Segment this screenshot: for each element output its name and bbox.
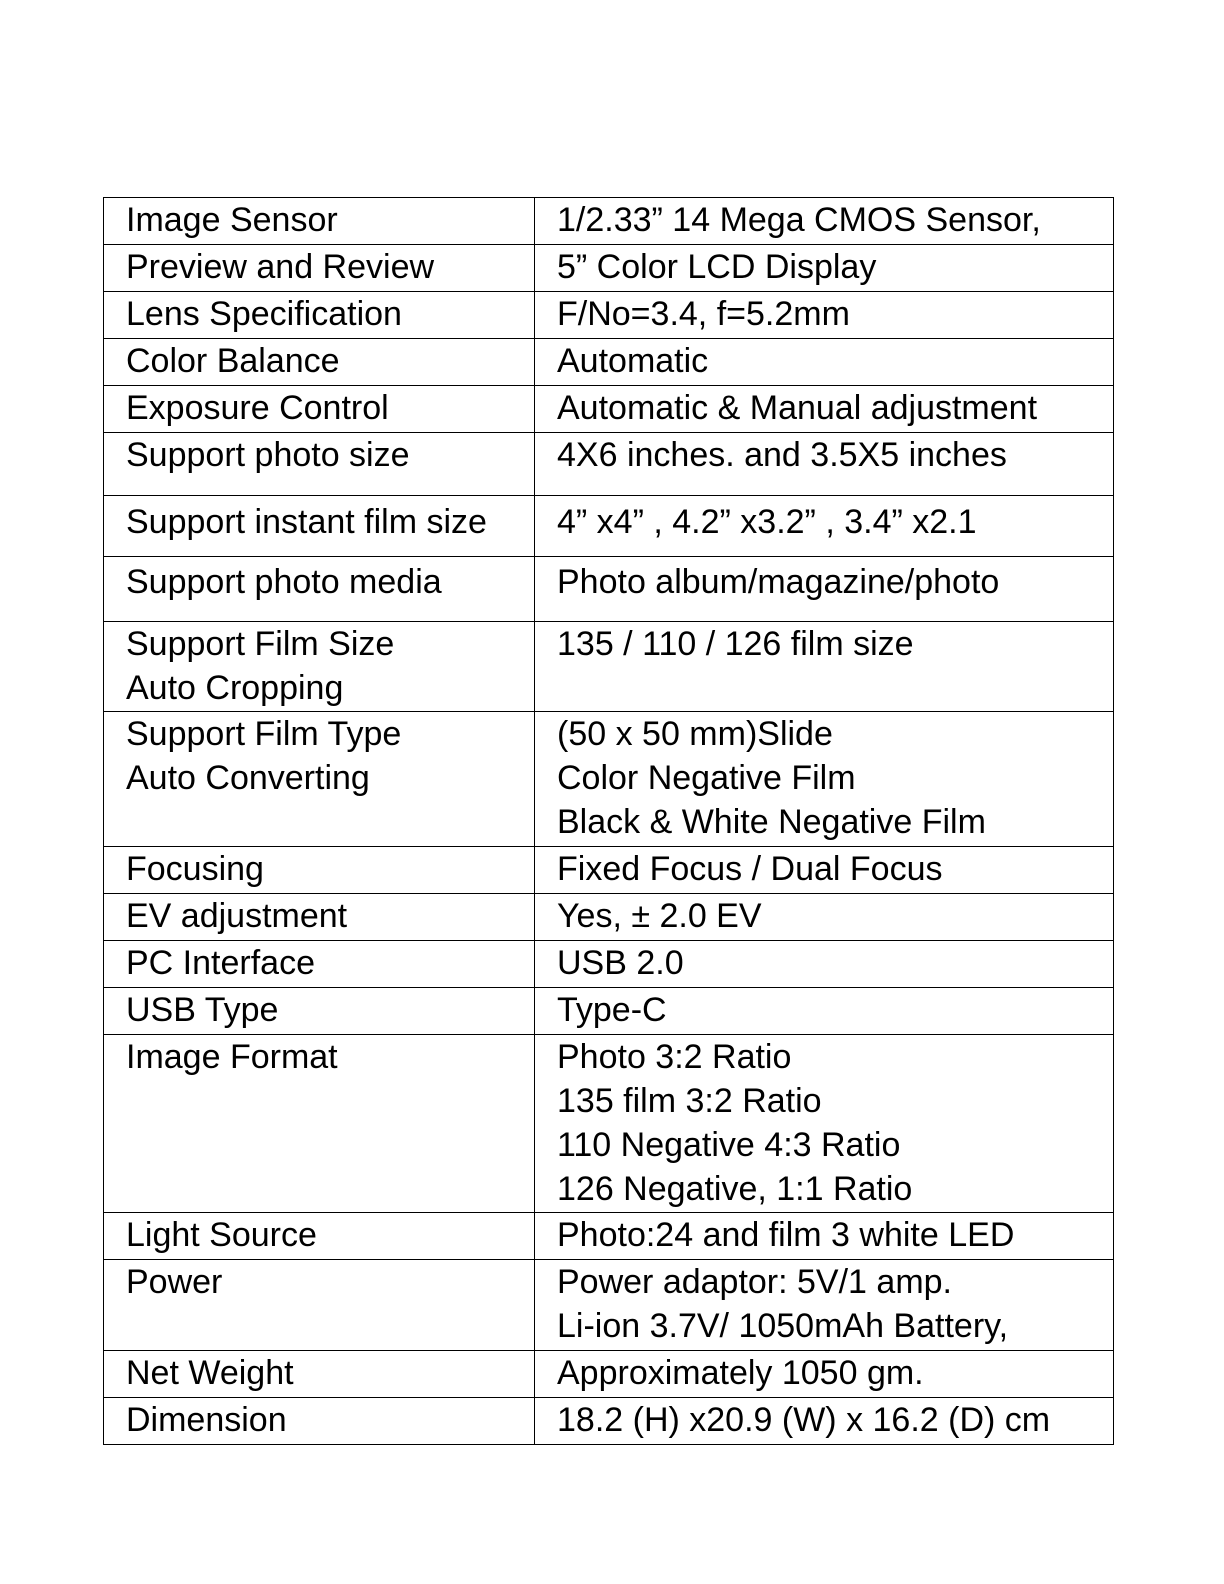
spec-value-cell xyxy=(535,198,1114,245)
spec-value-cell xyxy=(535,988,1114,1035)
spec-label-cell xyxy=(104,557,535,622)
spec-value: 4” x4” , 4.2” x3.2” , 3.4” x2.1 xyxy=(557,503,977,541)
table-row xyxy=(104,1035,1114,1213)
table-row xyxy=(104,988,1114,1035)
spec-value: USB 2.0 xyxy=(557,944,684,982)
spec-label-cell xyxy=(104,1351,535,1398)
spec-label: EV adjustment xyxy=(126,897,348,935)
spec-value: Black & White Negative Film xyxy=(557,803,986,841)
spec-label-cell xyxy=(104,1035,535,1213)
spec-value-cell xyxy=(535,1035,1114,1213)
spec-label: Image Sensor xyxy=(126,201,338,239)
spec-value-cell xyxy=(535,557,1114,622)
spec-value: 1/2.33” 14 Mega CMOS Sensor, xyxy=(557,201,1041,239)
spec-label-cell xyxy=(104,941,535,988)
spec-value-cell xyxy=(535,712,1114,847)
table-row xyxy=(104,1351,1114,1398)
table-row xyxy=(104,198,1114,245)
spec-value: Automatic & Manual adjustment xyxy=(557,389,1038,427)
table-row xyxy=(104,712,1114,847)
spec-label: Lens Specification xyxy=(126,295,402,333)
spec-label-cell xyxy=(104,1398,535,1445)
spec-value-cell xyxy=(535,1260,1114,1351)
spec-value: (50 x 50 mm)Slide xyxy=(557,715,833,753)
table-row xyxy=(104,292,1114,339)
spec-value-cell xyxy=(535,1351,1114,1398)
table-row xyxy=(104,245,1114,292)
table-row xyxy=(104,386,1114,433)
spec-value-cell xyxy=(535,1213,1114,1260)
table-row xyxy=(104,1398,1114,1445)
spec-value: 110 Negative 4:3 Ratio xyxy=(557,1126,901,1164)
spec-label: Support photo media xyxy=(126,563,442,601)
spec-label-cell xyxy=(104,847,535,894)
table-row xyxy=(104,1260,1114,1351)
spec-label-cell xyxy=(104,496,535,557)
spec-label: Support Film Size xyxy=(126,625,395,663)
spec-value-cell xyxy=(535,496,1114,557)
table-row xyxy=(104,941,1114,988)
spec-value-cell xyxy=(535,894,1114,941)
spec-value-cell xyxy=(535,941,1114,988)
spec-value-cell xyxy=(535,622,1114,712)
spec-label: Exposure Control xyxy=(126,389,389,427)
spec-label-cell xyxy=(104,433,535,496)
spec-label: PC Interface xyxy=(126,944,315,982)
spec-value: Approximately 1050 gm. xyxy=(557,1354,924,1392)
spec-label-cell xyxy=(104,1260,535,1351)
spec-value: F/No=3.4, f=5.2mm xyxy=(557,295,850,333)
table-row xyxy=(104,496,1114,557)
spec-label-cell xyxy=(104,339,535,386)
spec-value: Power adaptor: 5V/1 amp. xyxy=(557,1263,953,1301)
spec-value: 135 film 3:2 Ratio xyxy=(557,1082,822,1120)
spec-label: USB Type xyxy=(126,991,279,1029)
spec-label: Focusing xyxy=(126,850,264,888)
spec-value: 4X6 inches. and 3.5X5 inches xyxy=(557,436,1007,474)
spec-value-cell xyxy=(535,339,1114,386)
table-row xyxy=(104,1213,1114,1260)
spec-value: 126 Negative, 1:1 Ratio xyxy=(557,1170,913,1208)
spec-label: Preview and Review xyxy=(126,248,435,286)
spec-label: Light Source xyxy=(126,1216,317,1254)
spec-label: Color Balance xyxy=(126,342,340,380)
spec-label: Net Weight xyxy=(126,1354,294,1392)
spec-label: Support instant film size xyxy=(126,503,487,541)
spec-value: Li-ion 3.7V/ 1050mAh Battery, xyxy=(557,1307,1009,1345)
spec-label-cell xyxy=(104,712,535,847)
spec-label-cell xyxy=(104,622,535,712)
spec-label: Auto Converting xyxy=(126,759,370,797)
table-row xyxy=(104,847,1114,894)
spec-value: Yes, ± 2.0 EV xyxy=(557,897,762,935)
spec-value-cell xyxy=(535,1398,1114,1445)
table-row xyxy=(104,557,1114,622)
spec-value: Photo album/magazine/photo xyxy=(557,563,1000,601)
specifications-table xyxy=(103,197,1114,1445)
spec-value: 5” Color LCD Display xyxy=(557,248,877,286)
spec-label-cell xyxy=(104,292,535,339)
spec-value: Photo 3:2 Ratio xyxy=(557,1038,792,1076)
spec-label: Auto Cropping xyxy=(126,669,344,707)
spec-value-cell xyxy=(535,245,1114,292)
spec-value: Automatic xyxy=(557,342,709,380)
spec-label: Dimension xyxy=(126,1401,287,1439)
spec-label: Image Format xyxy=(126,1038,338,1076)
table-row xyxy=(104,622,1114,712)
spec-label: Support photo size xyxy=(126,436,410,474)
spec-label-cell xyxy=(104,894,535,941)
spec-value-cell xyxy=(535,847,1114,894)
spec-label-cell xyxy=(104,198,535,245)
spec-value: Photo:24 and film 3 white LED xyxy=(557,1216,1015,1254)
spec-label: Support Film Type xyxy=(126,715,402,753)
spec-value: Fixed Focus / Dual Focus xyxy=(557,850,943,888)
spec-label-cell xyxy=(104,386,535,433)
spec-value: Color Negative Film xyxy=(557,759,856,797)
table-row xyxy=(104,339,1114,386)
spec-label-cell xyxy=(104,245,535,292)
spec-label-cell xyxy=(104,1213,535,1260)
table-row xyxy=(104,433,1114,496)
spec-value-cell xyxy=(535,292,1114,339)
spec-label: Power xyxy=(126,1263,223,1301)
spec-value: Type-C xyxy=(557,991,667,1029)
spec-label-cell xyxy=(104,988,535,1035)
table-row xyxy=(104,894,1114,941)
spec-value-cell xyxy=(535,433,1114,496)
spec-value-cell xyxy=(535,386,1114,433)
spec-value: 135 / 110 / 126 film size xyxy=(557,625,914,663)
spec-value: 18.2 (H) x20.9 (W) x 16.2 (D) cm xyxy=(557,1401,1051,1439)
